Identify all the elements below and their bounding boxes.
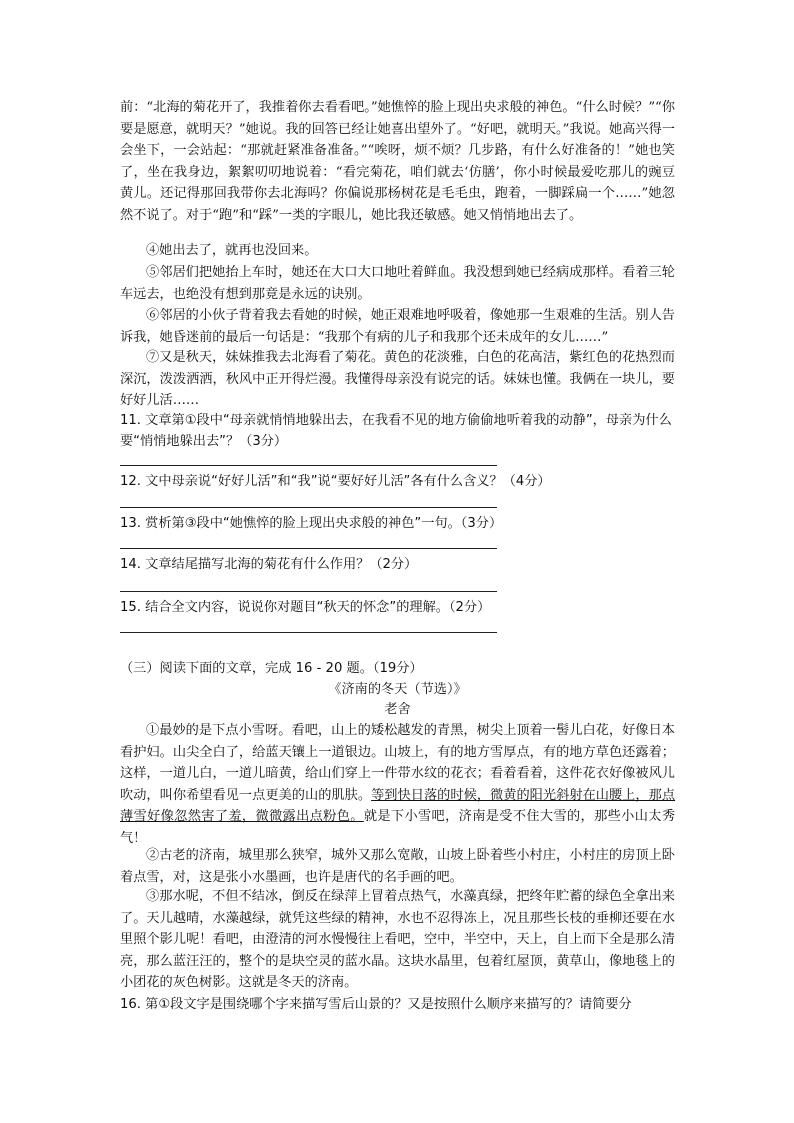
story-paragraph-7: ⑦又是秋天，妹妹推我去北海看了菊花。黄色的花淡雅，白色的花高洁，紫红色的花热烈而深沉，泼泼洒洒，秋风中正开得烂漫。我懂得母亲没有说完的话。妹妹也懂。我俩在一块儿，要好好儿活……: [120, 350, 675, 408]
story-paragraph-5: ⑤邻居们把她抬上车时，她还在大口大口地吐着鲜血。我没想到她已经病成那样。看着三轮车远去，也绝没有想到那竟是永远的诀别。: [120, 265, 675, 302]
answer-line-13[interactable]: [120, 548, 497, 549]
answer-line-11[interactable]: [120, 465, 497, 466]
answer-line-14[interactable]: [120, 591, 497, 592]
answer-line-15[interactable]: [120, 632, 497, 633]
question-15: 15. 结合全文内容，说说你对题目“秋天的怀念”的理解。（2分）: [120, 600, 491, 615]
passage-paragraph-1: [120, 720, 675, 849]
section-3-heading: （三）阅读下面的文章，完成 16 - 20 题。（19分）: [120, 661, 423, 676]
passage-author: 老舍: [384, 702, 411, 717]
passage-p1-text-b: 就是下小雪吧，济南是受不住大雪的，那些小山太秀气！: [120, 809, 676, 846]
passage-p1-text-a: ①最妙的是下点小雪呀。看吧，山上的矮松越发的青黑，树尖上顶着一髻儿白花，好像日本看护妇。山尖全白了，给蓝天镶上一道银边。山坡上，有的地方雪厚点，有的地方草色还露着；这样，一道儿白，一道儿暗黄，给山们穿上一件带水纹的花衣；看着看着，这件花衣好像被风儿吹动，叫你希望看见一点更美的山的肌肤。: [120, 723, 675, 803]
question-13: 13. 赏析第③段中“她憔悴的脸上现出央求般的神色”一句。（3分）: [120, 516, 503, 531]
passage-paragraph-2: ②古老的济南，城里那么狭窄，城外又那么宽敞，山坡上卧着些小村庄，小村庄的房顶上卧着点雪，对，这是张小水墨画，也许是唐代的名手画的吧。: [120, 848, 675, 885]
question-11: 11. 文章第①段中“母亲就悄悄地躲出去，在我看不见的地方偷偷地听着我的动静”，母亲为什么要“悄悄地躲出去”？（3分）: [120, 413, 672, 449]
story-paragraph-6: ⑥邻居的小伙子背着我去看她的时候，她正艰难地呼吸着，像她那一生艰难的生活。别人告诉我，她昏迷前的最后一句话是：“我那个有病的儿子和我那个还未成年的女儿……”: [120, 308, 675, 345]
story-paragraph-3-continued: 前：“北海的菊花开了，我推着你去看看吧。”她憔悴的脸上现出央求般的神色。“什么时候？”“你要是愿意，就明天？”她说。我的回答已经让她喜出望外了。“好吧，就明天。”我说。她高兴得一会坐下，一会站起：“那就赶紧准备准备。”“唉呀，烦不烦？几步路，有什么好准备的！”她也笑了，坐在我身边，絮絮叨叨地说着：“看完菊花，咱们就去‘仿膳’，你小时候最爱吃那儿的豌豆黄儿。还记得那回我带你去北海吗？你偏说那杨树花是毛毛虫，跑着，一脚踩扁一个……”她忽然不说了。对于“跑”和“踩”一类的字眼儿，她比我还敏感。她又悄悄地出去了。: [120, 100, 675, 223]
passage-p1-underlined-sentence: 等到快日落的时候，微黄的阳光斜射在山腰上，那点薄雪好像忽然害了羞，微微露出点粉色。: [120, 787, 676, 824]
answer-line-12[interactable]: [120, 507, 497, 508]
question-14: 14. 文章结尾描写北海的菊花有什么作用？（2分）: [120, 557, 418, 572]
question-16: 16. 第①段文字是围绕哪个字来描写雪后山景的？又是按照什么顺序来描写的？请简要分: [120, 997, 632, 1012]
passage-paragraph-3: ③那水呢，不但不结冰，倒反在绿萍上冒着点热气，水藻真绿，把终年贮蓄的绿色全拿出来了。天儿越晴，水藻越绿，就凭这些绿的精神，水也不忍得冻上，况且那些长枝的垂柳还要在水里照个影儿呢！看吧，由澄清的河水慢慢往上看吧，空中，半空中，天上，自上而下全是那么清亮，那么蓝汪汪的，整个的是块空灵的蓝水晶。这块水晶里，包着红屋顶，黄草山，像地毯上的小团花的灰色树影。这就是冬天的济南。: [120, 889, 675, 990]
story-paragraph-4: ④她出去了，就再也没回来。: [146, 243, 318, 258]
passage-title: 《济南的冬天（节选）》: [328, 682, 467, 697]
question-12: 12. 文中母亲说“好好儿活”和“我”说“要好好儿活”各有什么含义？（4分）: [120, 474, 551, 489]
